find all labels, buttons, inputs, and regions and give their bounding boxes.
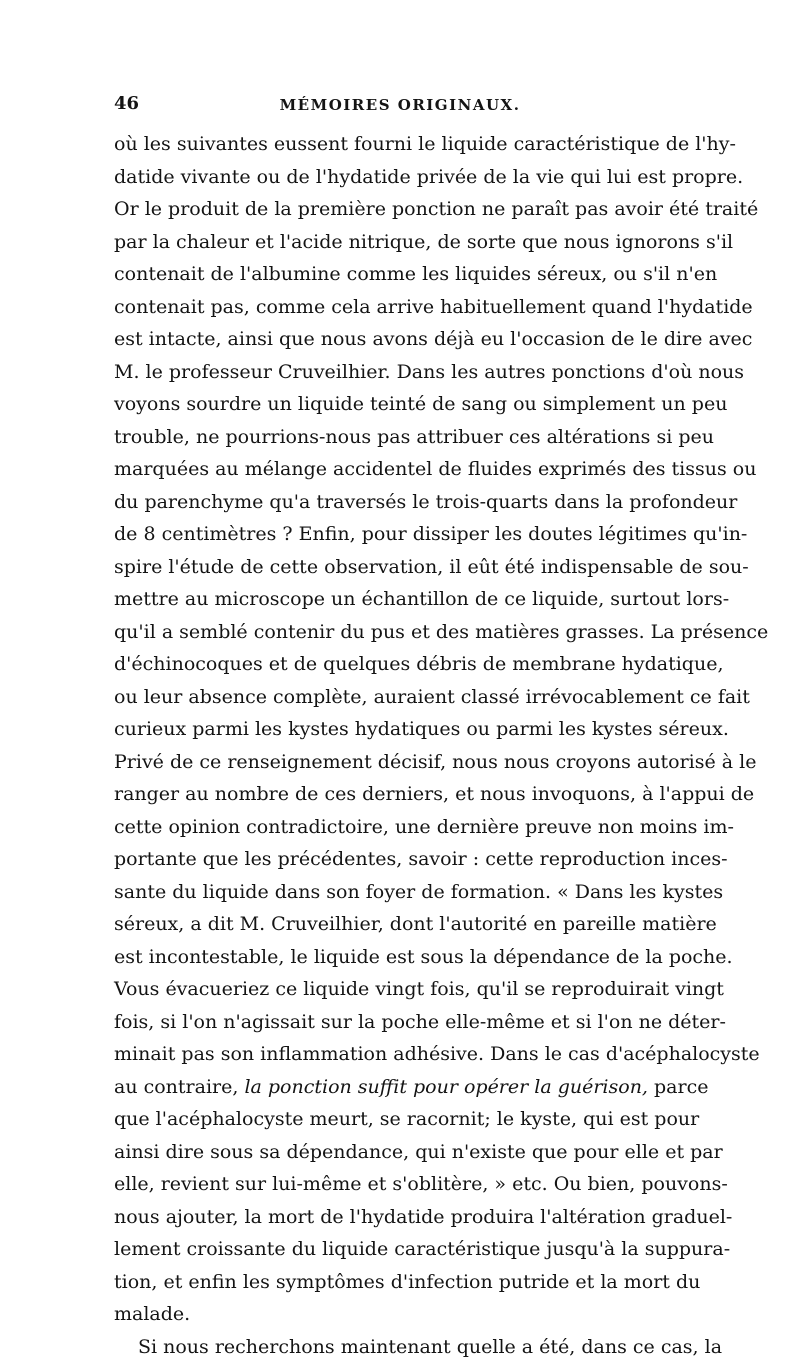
- text-line: minait pas son inflammation adhésive. Dans le cas d'acéphalocyste: [114, 1038, 686, 1071]
- text-line: elle, revient sur lui-même et s'oblitère, » etc. Ou bien, pouvons-: [114, 1168, 686, 1201]
- text-line: sante du liquide dans son foyer de formation. « Dans les kystes: [114, 876, 686, 909]
- text-line: est incontestable, le liquide est sous la dépendance de la poche.: [114, 941, 686, 974]
- text-line: par la chaleur et l'acide nitrique, de sorte que nous ignorons s'il: [114, 226, 686, 259]
- text-line: nous ajouter, la mort de l'hydatide produira l'altération graduel-: [114, 1201, 686, 1234]
- text-line: voyons sourdre un liquide teinté de sang ou simplement un peu: [114, 388, 686, 421]
- text-line: tion, et enfin les symptômes d'infection putride et la mort du: [114, 1266, 686, 1299]
- text-line: ranger au nombre de ces derniers, et nous invoquons, à l'appui de: [114, 778, 686, 811]
- text-line: qu'il a semblé contenir du pus et des matières grasses. La présence: [114, 616, 686, 649]
- text-segment: au contraire,: [114, 1076, 244, 1098]
- text-line: est intacte, ainsi que nous avons déjà eu l'occasion de le dire avec: [114, 323, 686, 356]
- text-line: malade.: [114, 1298, 686, 1331]
- text-line: d'échinocoques et de quelques débris de membrane hydatique,: [114, 648, 686, 681]
- text-line: lement croissante du liquide caractéristique jusqu'à la suppura-: [114, 1233, 686, 1266]
- body-text: [114, 128, 686, 1363]
- paragraph-start-line: Si nous recherchons maintenant quelle a été, dans ce cas, la: [114, 1331, 686, 1363]
- text-line: fois, si l'on n'agissait sur la poche elle-même et si l'on ne déter-: [114, 1006, 686, 1039]
- text-line: Privé de ce renseignement décisif, nous nous croyons autorisé à le: [114, 746, 686, 779]
- text-line: cette opinion contradictoire, une dernière preuve non moins im-: [114, 811, 686, 844]
- page-header: [114, 93, 686, 121]
- text-line: que l'acéphalocyste meurt, se racornit; le kyste, qui est pour: [114, 1103, 686, 1136]
- text-line: de 8 centimètres ? Enfin, pour dissiper les doutes légitimes qu'in-: [114, 518, 686, 551]
- text-line: spire l'étude de cette observation, il eût été indispensable de sou-: [114, 551, 686, 584]
- text-line: ou leur absence complète, auraient classé irrévocablement ce fait: [114, 681, 686, 714]
- text-line: séreux, a dit M. Cruveilhier, dont l'autorité en pareille matière: [114, 908, 686, 941]
- text-line: contenait de l'albumine comme les liquides séreux, ou s'il n'en: [114, 258, 686, 291]
- text-line: mettre au microscope un échantillon de ce liquide, surtout lors-: [114, 583, 686, 616]
- text-line: contenait pas, comme cela arrive habituellement quand l'hydatide: [114, 291, 686, 324]
- text-line: M. le professeur Cruveilhier. Dans les autres ponctions d'où nous: [114, 356, 686, 389]
- text-line: Vous évacueriez ce liquide vingt fois, qu'il se reproduirait vingt: [114, 973, 686, 1006]
- italic-phrase: la ponction suffit pour opérer la guérison,: [244, 1076, 648, 1098]
- text-line: Or le produit de la première ponction ne paraît pas avoir été traité: [114, 193, 686, 226]
- text-line: ainsi dire sous sa dépendance, qui n'existe que pour elle et par: [114, 1136, 686, 1169]
- text-segment: parce: [648, 1076, 709, 1098]
- text-line: trouble, ne pourrions-nous pas attribuer ces altérations si peu: [114, 421, 686, 454]
- text-line: où les suivantes eussent fourni le liquide caractéristique de l'hy-: [114, 128, 686, 161]
- text-line-with-italic: [114, 1071, 686, 1104]
- text-line: datide vivante ou de l'hydatide privée de la vie qui lui est propre.: [114, 161, 686, 194]
- text-line: portante que les précédentes, savoir : cette reproduction inces-: [114, 843, 686, 876]
- running-title: MÉMOIRES ORIGINAUX.: [114, 96, 686, 114]
- page-number: 46: [114, 93, 139, 114]
- text-line: du parenchyme qu'a traversés le trois-quarts dans la profondeur: [114, 486, 686, 519]
- text-line: curieux parmi les kystes hydatiques ou parmi les kystes séreux.: [114, 713, 686, 746]
- text-line: marquées au mélange accidentel de fluides exprimés des tissus ou: [114, 453, 686, 486]
